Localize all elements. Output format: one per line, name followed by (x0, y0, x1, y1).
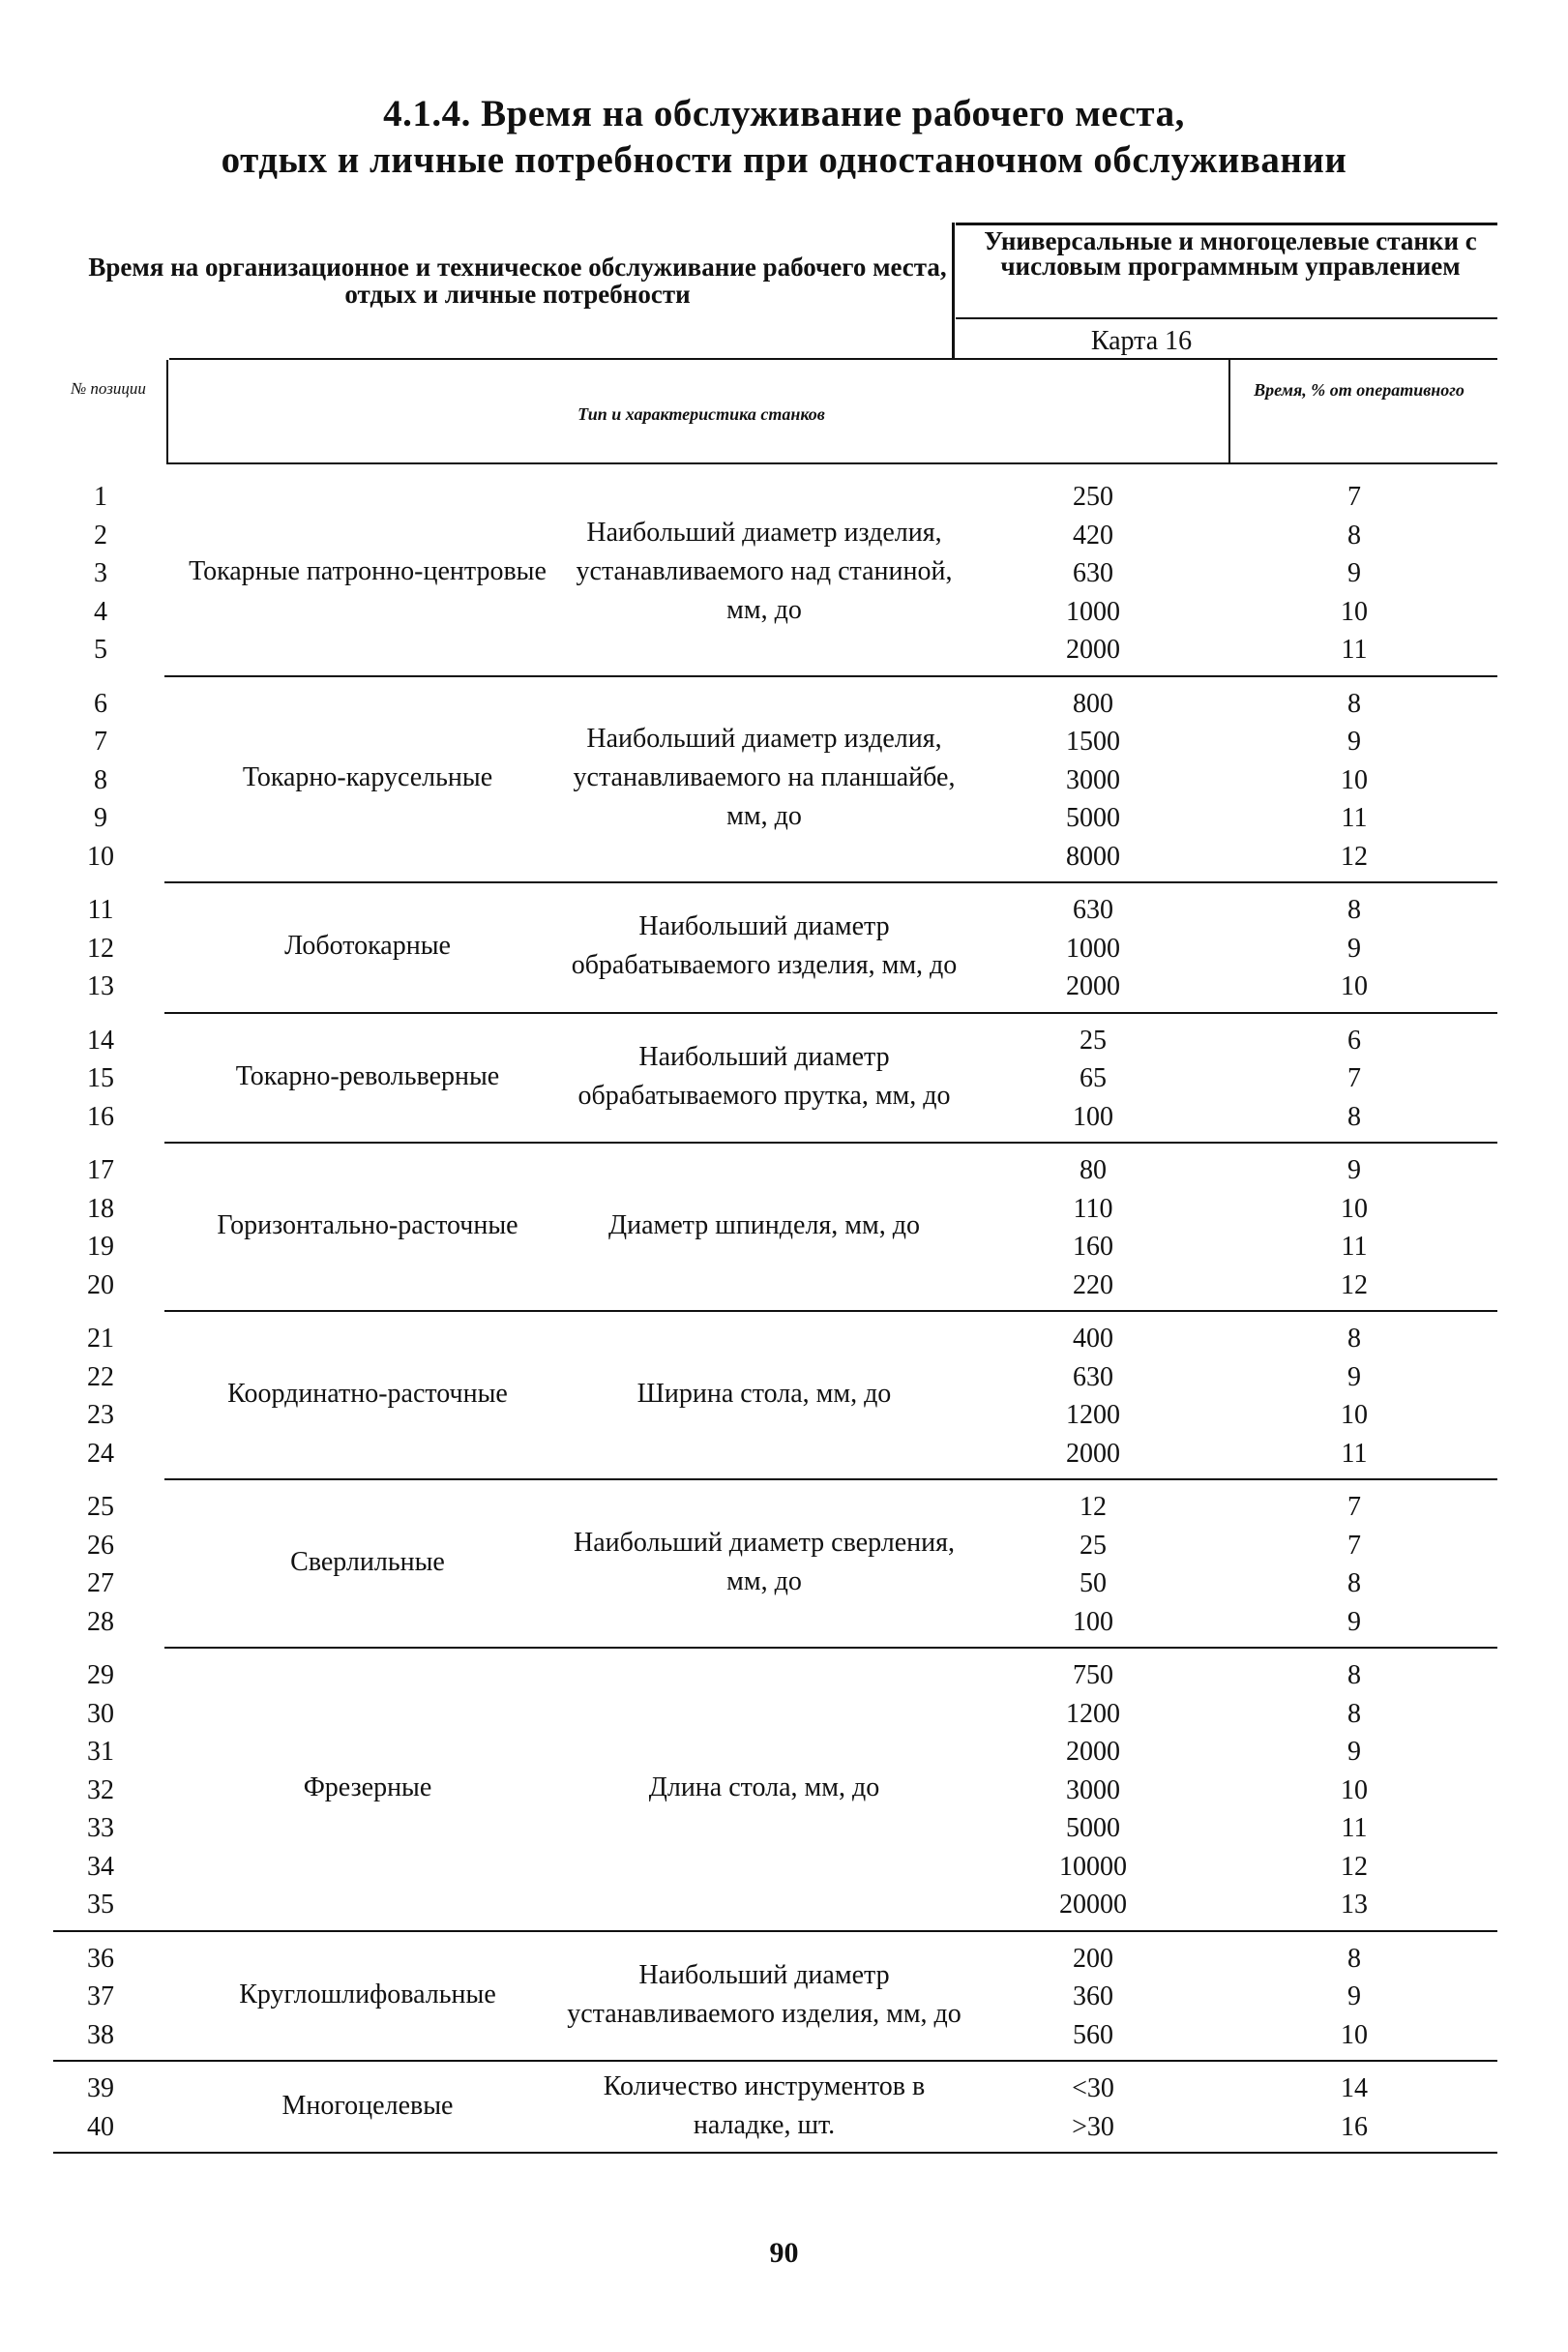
row-size-value: 2000 (1066, 635, 1120, 665)
header-top-rule (956, 223, 1497, 225)
machine-parameter: Наибольший диаметр устанавливаемого изделия, мм, до (567, 1959, 962, 2029)
header-bottom-rule (169, 358, 1497, 360)
machine-parameter: Наибольший диаметр обрабатываемого изделия, мм, до (571, 911, 958, 981)
row-time-percent: 12 (1341, 841, 1368, 872)
row-number: 25 (87, 1492, 114, 1522)
row-number: 21 (87, 1324, 114, 1354)
row-number: 17 (87, 1155, 114, 1185)
row-size-value: 12 (1080, 1492, 1107, 1522)
machine-type: Горизонтально-расточные (217, 1210, 518, 1240)
row-number: 15 (87, 1063, 114, 1093)
row-time-percent: 9 (1347, 1737, 1361, 1767)
row-size-value: 400 (1073, 1324, 1113, 1354)
row-time-percent: 10 (1341, 764, 1368, 795)
subheader-left-divider (166, 360, 168, 464)
column-header-number: № позиции (71, 379, 146, 398)
group-separator (164, 1310, 1497, 1312)
group-separator (164, 881, 1497, 883)
row-time-percent: 10 (1341, 596, 1368, 627)
row-size-value: 25 (1080, 1530, 1107, 1561)
machine-type: Координатно-расточные (227, 1379, 508, 1409)
machine-type: Многоцелевые (281, 2090, 454, 2121)
row-number: 14 (87, 1025, 114, 1056)
row-number: 30 (87, 1698, 114, 1729)
row-time-percent: 13 (1341, 1890, 1368, 1920)
row-time-percent: 7 (1347, 482, 1361, 512)
row-time-percent: 8 (1347, 1568, 1361, 1598)
row-number: 23 (87, 1400, 114, 1430)
row-number: 38 (87, 2019, 114, 2050)
row-number: 29 (87, 1660, 114, 1690)
row-number: 13 (87, 971, 114, 1001)
row-size-value: 1200 (1066, 1698, 1120, 1729)
machine-parameter: Ширина стола, мм, до (636, 1379, 892, 1409)
row-number: 7 (94, 727, 107, 757)
row-number: 24 (87, 1438, 114, 1469)
row-size-value: 1500 (1066, 727, 1120, 757)
card-label: Карта 16 (1090, 326, 1193, 356)
page-number: 90 (769, 2237, 799, 2269)
row-size-value: 800 (1073, 688, 1113, 719)
row-time-percent: 10 (1341, 2019, 1368, 2050)
row-size-value: 100 (1073, 1101, 1113, 1132)
machine-parameter: Количество инструментов в наладке, шт. (603, 2071, 926, 2140)
row-size-value: 20000 (1059, 1890, 1127, 1920)
row-number: 9 (94, 803, 107, 833)
group-separator (53, 1930, 1497, 1932)
group-separator (53, 2152, 1497, 2154)
machine-parameter: Наибольший диаметр изделия, устанавливаемого над станиной, мм, до (576, 517, 953, 625)
row-time-percent: 7 (1347, 1530, 1361, 1561)
row-size-value: 65 (1080, 1063, 1107, 1093)
row-time-percent: 10 (1341, 1193, 1368, 1224)
row-size-value: 5000 (1066, 1813, 1120, 1843)
row-size-value: 220 (1073, 1269, 1113, 1300)
row-time-percent: 9 (1347, 1606, 1361, 1637)
row-size-value: 750 (1073, 1660, 1113, 1690)
row-number: 20 (87, 1269, 114, 1300)
row-size-value: 630 (1073, 1361, 1113, 1392)
header-right-caption: Универсальные и многоцелевые станки с числовым программным управлением (984, 226, 1477, 281)
row-number: 28 (87, 1606, 114, 1637)
row-time-percent: 9 (1347, 1981, 1361, 2011)
row-time-percent: 8 (1347, 1660, 1361, 1690)
row-size-value: 25 (1080, 1025, 1107, 1056)
row-time-percent: 8 (1347, 1101, 1361, 1132)
row-size-value: 1000 (1066, 933, 1120, 964)
row-number: 2 (94, 520, 107, 551)
subheader-right-divider (1228, 360, 1230, 464)
row-time-percent: 10 (1341, 1400, 1368, 1430)
row-time-percent: 8 (1347, 688, 1361, 719)
row-size-value: 2000 (1066, 1438, 1120, 1469)
row-time-percent: 11 (1341, 803, 1368, 833)
row-number: 4 (94, 596, 107, 627)
row-time-percent: 16 (1341, 2111, 1368, 2142)
page-title-line-1: 4.1.4. Время на обслуживание рабочего места, (383, 93, 1185, 134)
group-separator (164, 1478, 1497, 1480)
row-time-percent: 8 (1347, 1324, 1361, 1354)
row-number: 19 (87, 1232, 114, 1262)
row-size-value: 200 (1073, 1943, 1113, 1974)
row-number: 6 (94, 688, 107, 719)
row-size-value: 3000 (1066, 1774, 1120, 1805)
header-divider (952, 223, 955, 358)
machine-type: Сверлильные (290, 1547, 445, 1577)
row-time-percent: 10 (1341, 971, 1368, 1001)
row-number: 26 (87, 1530, 114, 1561)
row-number: 18 (87, 1193, 114, 1224)
row-number: 1 (94, 482, 107, 512)
machine-parameter: Диаметр шпинделя, мм, до (608, 1210, 920, 1240)
row-number: 27 (87, 1568, 114, 1598)
row-number: 10 (87, 841, 114, 872)
machine-type: Фрезерные (303, 1772, 432, 1803)
subheader-bottom-rule (166, 462, 1497, 464)
row-time-percent: 9 (1347, 558, 1361, 588)
row-size-value: 8000 (1066, 841, 1120, 872)
machine-type: Токарно-револьверные (235, 1060, 500, 1091)
row-size-value: 630 (1073, 558, 1113, 588)
row-size-value: 110 (1073, 1193, 1113, 1224)
header-mid-rule (956, 317, 1497, 319)
row-number: 3 (94, 558, 107, 588)
row-size-value: 100 (1073, 1606, 1113, 1637)
row-number: 12 (87, 933, 114, 964)
row-number: 35 (87, 1890, 114, 1920)
row-time-percent: 11 (1341, 635, 1368, 665)
row-number: 16 (87, 1101, 114, 1132)
machine-type: Токарно-карусельные (242, 762, 493, 793)
row-number: 8 (94, 764, 107, 795)
row-number: 39 (87, 2073, 114, 2103)
row-time-percent: 6 (1347, 1025, 1361, 1056)
row-time-percent: 10 (1341, 1774, 1368, 1805)
row-time-percent: 11 (1341, 1232, 1368, 1262)
row-size-value: 5000 (1066, 803, 1120, 833)
row-size-value: 80 (1080, 1155, 1107, 1185)
row-number: 11 (87, 895, 114, 925)
group-separator (53, 2060, 1497, 2062)
row-time-percent: 12 (1341, 1851, 1368, 1882)
row-number: 31 (87, 1737, 114, 1767)
row-time-percent: 14 (1341, 2073, 1368, 2103)
row-number: 22 (87, 1361, 114, 1392)
row-size-value: 2000 (1066, 971, 1120, 1001)
row-number: 32 (87, 1774, 114, 1805)
row-size-value: 10000 (1059, 1851, 1127, 1882)
row-size-value: 560 (1073, 2019, 1113, 2050)
group-separator (164, 1647, 1497, 1649)
row-time-percent: 8 (1347, 1698, 1361, 1729)
row-size-value: 1000 (1066, 596, 1120, 627)
page-title-line-2: отдых и личные потребности при одностаночном обслуживании (221, 139, 1347, 181)
row-time-percent: 9 (1347, 1361, 1361, 1392)
machine-type: Токарные патронно-центровые (189, 555, 547, 586)
row-size-value: 160 (1073, 1232, 1113, 1262)
machine-parameter: Длина стола, мм, до (648, 1772, 880, 1803)
row-size-value: 630 (1073, 895, 1113, 925)
group-separator (164, 1142, 1497, 1144)
row-time-percent: 8 (1347, 520, 1361, 551)
row-number: 34 (87, 1851, 114, 1882)
row-time-percent: 11 (1341, 1438, 1368, 1469)
group-separator (164, 1012, 1497, 1014)
column-header-type: Тип и характеристика станков (577, 404, 825, 424)
row-number: 33 (87, 1813, 114, 1843)
row-time-percent: 11 (1341, 1813, 1368, 1843)
row-number: 37 (87, 1981, 114, 2011)
row-size-value: 50 (1080, 1568, 1107, 1598)
row-size-value: 1200 (1066, 1400, 1120, 1430)
row-time-percent: 7 (1347, 1063, 1361, 1093)
machine-type: Лоботокарные (284, 931, 451, 962)
row-size-value: 2000 (1066, 1737, 1120, 1767)
header-left-caption: Время на организационное и техническое обслуживание рабочего места, отдых и личные потребности (88, 253, 947, 309)
machine-type: Круглошлифовальные (239, 1979, 496, 2010)
row-number: 36 (87, 1943, 114, 1974)
machine-parameter: Наибольший диаметр изделия, устанавливаемого на планшайбе, мм, до (573, 724, 956, 832)
row-size-value: 250 (1073, 482, 1113, 512)
row-size-value: <30 (1072, 2073, 1114, 2103)
machine-parameter: Наибольший диаметр сверления, мм, до (574, 1528, 955, 1596)
row-size-value: 3000 (1066, 764, 1120, 795)
row-size-value: 360 (1073, 1981, 1113, 2011)
group-separator (164, 675, 1497, 677)
machine-parameter: Наибольший диаметр обрабатываемого прутка, мм, до (577, 1041, 951, 1111)
row-time-percent: 8 (1347, 1943, 1361, 1974)
row-size-value: >30 (1072, 2111, 1114, 2142)
column-header-time: Время, % от оперативного (1254, 380, 1464, 400)
row-size-value: 420 (1073, 520, 1113, 551)
row-time-percent: 8 (1347, 895, 1361, 925)
row-number: 5 (94, 635, 107, 665)
row-time-percent: 12 (1341, 1269, 1368, 1300)
row-time-percent: 9 (1347, 1155, 1361, 1185)
row-time-percent: 9 (1347, 933, 1361, 964)
row-number: 40 (87, 2111, 114, 2142)
row-time-percent: 7 (1347, 1492, 1361, 1522)
row-time-percent: 9 (1347, 727, 1361, 757)
